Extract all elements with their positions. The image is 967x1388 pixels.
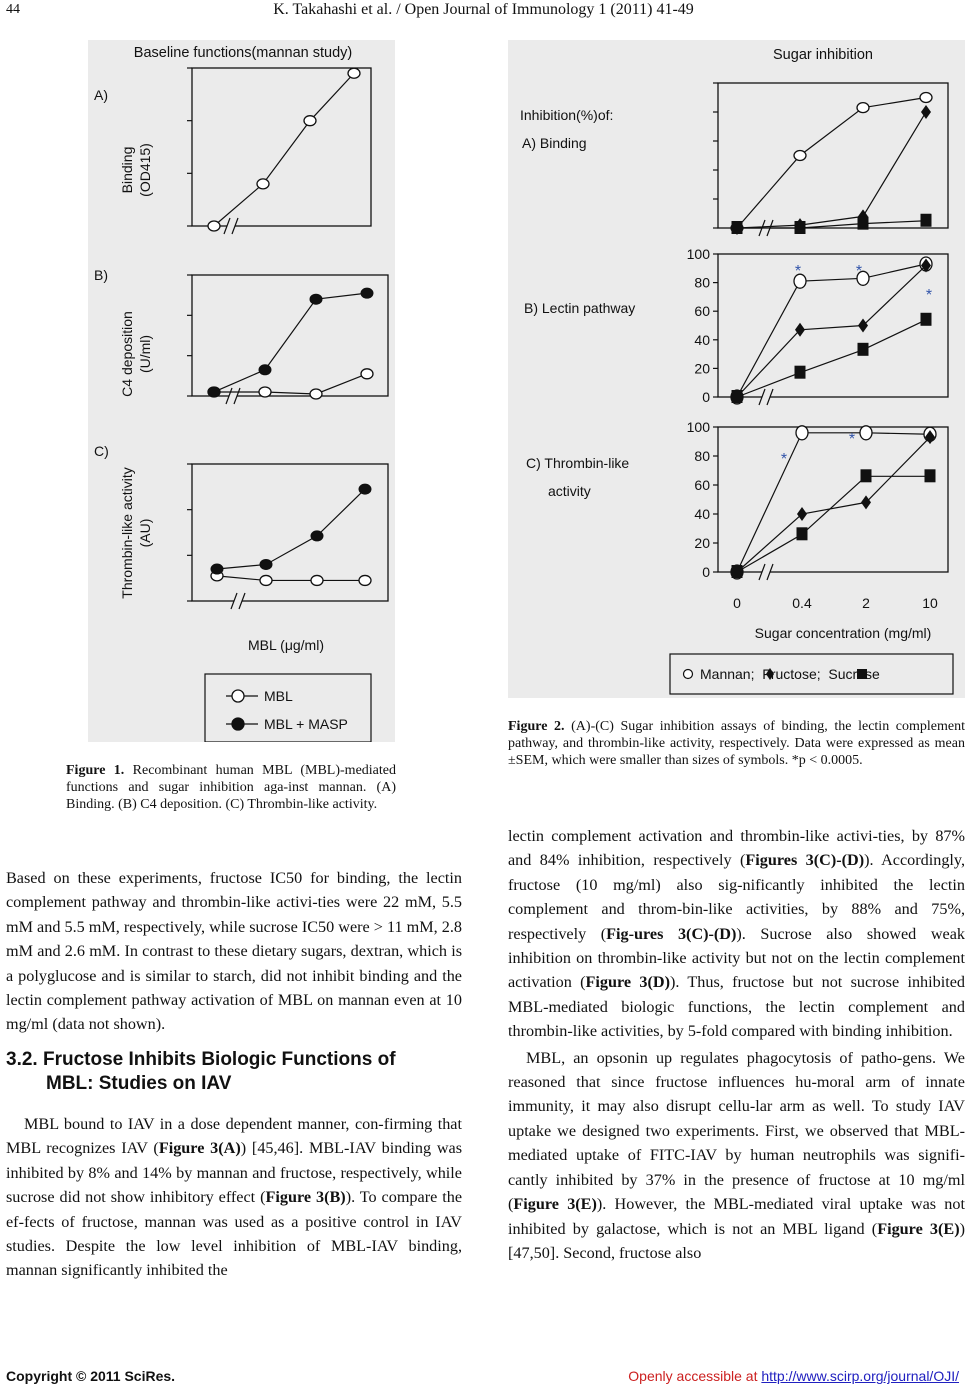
fig2-c-point-mannan (860, 426, 872, 440)
fig2-c-ytick-label: 100 (686, 419, 710, 435)
right-para1-text-g: ). Thus, fructose but not sucrose inhibited MBL-mediated biologic functions, the lectin complement and thrombin-like activities, by 5-fold compared with binding inhibition. (508, 973, 965, 1041)
fig2-c-xtick-label: 2 (862, 595, 870, 611)
fig1-a-point-mbl (257, 179, 269, 189)
fig1-b-point-mbl-masp (361, 288, 373, 298)
figure-1 (88, 40, 395, 742)
fig1-panel-c-letter: C) (94, 443, 109, 459)
right-para2-text-e: ) [47,50]. Second, fructose also (508, 1219, 965, 1262)
fig2-xlabel: Sugar concentration (mg/ml) (754, 625, 932, 641)
right-para2 (508, 1046, 965, 1266)
fig2-c-point-mannan (796, 426, 808, 440)
fig2-b-point-sucrose (795, 366, 806, 379)
fig1-legend-mbl: MBL (264, 688, 293, 704)
fig2-c-ytick-label: 20 (694, 535, 710, 551)
left-para1-text: Based on these experiments, fructose IC50 for binding, the lectin complement pathway and thrombin-like activi-ties were 22 mM, 5.5 mM and 5.5 mM, respectively, while sucrose IC50 were > 11 mM, 2.8 mM and 2.6 mM. In contrast to these dietary sugars, dextran, which is a polyglucose and is similar to starch, did not inhibit binding and the lectin complement pathway activation of MBL on mannan even at 10 mg/ml (data not shown). (6, 869, 462, 1034)
fig2-a-series-line-fructose (737, 112, 926, 228)
fig2-c-point-sucrose (925, 469, 936, 482)
figure-2-chart (508, 40, 965, 698)
fig1-b-point-mbl (361, 369, 373, 379)
fig1-b-ylabel-1: C4 deposition (119, 311, 135, 397)
footer-copyright: Copyright © 2011 SciRes. (6, 1368, 176, 1384)
left-para2-text-a: MBL bound to IAV in a dose dependent manner, con-firming that MBL recognizes IAV ( (6, 1115, 462, 1158)
fig2-caption-text: (A)-(C) Sugar inhibition assays of binding, the lectin complement pathway, and thrombin-like activity, respectively. Data were expressed as mean ±SEM, which were smaller than sizes of symbols. *p < 0.0005. (508, 719, 966, 768)
fig2-b-ytick-label: 40 (694, 331, 710, 348)
figures-3cd-ref-2[interactable]: Fig-ures 3(C)-(D) (606, 924, 737, 943)
fig2-b-point-sucrose (732, 390, 743, 403)
fig2-a-point-sucrose (732, 221, 743, 234)
fig1-c-ylabel-1: Thrombin-like activity (119, 467, 135, 599)
fig2-a-point-sucrose (921, 214, 932, 227)
fig2-b-series-line-fructose (737, 265, 926, 397)
fig2-a-plot-frame (718, 83, 948, 228)
fig1-title: Baseline functions(mannan study) (133, 45, 353, 61)
figure-3b-ref[interactable]: Figure 3(B) (265, 1188, 346, 1207)
fig1-c-series-line-mbl-masp (217, 489, 365, 569)
fig2-a-point-mannan (794, 151, 806, 161)
figures-3cd-ref[interactable]: Figures 3(C)-(D) (745, 851, 865, 870)
fig2-b-point-sucrose (921, 313, 932, 326)
fig1-caption-text: Recombinant human MBL (MBL)-mediated functions and sugar inhibition aga-inst mannan. (A) Binding. (B) C4 deposition. (C) Thrombin-like activity. (66, 763, 396, 812)
right-para2-text-a: MBL, an opsonin up regulates phagocytosis of patho-gens. We reasoned that since fructose influences hu-moral arm of innate immunity, it may also disrupt cellu-lar arm as well. To study IAV uptake we designed two experiments. First, we observed that MBL-mediated uptake of FITC-IAV by human neutrophils was signifi-cantly inhibited by 37% in the presence of fructose at 10 mg/ml ( (508, 1048, 965, 1214)
figure-3d-ref[interactable]: Figure 3(D) (585, 973, 670, 992)
fig1-c-point-mbl (311, 575, 323, 585)
fig1-a-ylabel-1: Binding (119, 146, 135, 194)
fig2-b-ytick-label: 20 (694, 360, 710, 377)
section-heading-3-2 (6, 1048, 462, 1096)
fig2-c-point-sucrose (732, 565, 743, 578)
fig1-b-point-mbl (310, 389, 322, 399)
fig2-b-significance-star: * (925, 287, 933, 304)
fig1-b-point-mbl-masp (208, 387, 220, 397)
figure-2-caption (508, 718, 965, 769)
fig2-b-point-fructose (858, 319, 868, 333)
footer-open-access (628, 1368, 959, 1384)
fig2-c-series-line-fructose (737, 437, 930, 572)
fig1-a-point-mbl (304, 116, 316, 126)
section-heading-line-1: 3.2. Fructose Inhibits Biologic Functions of (6, 1049, 396, 1070)
left-para2-text-c: ) [45,46]. MBL-IAV binding was inhibited by 8% and 14% by mannan and fructose, respectively, while sucrose did not show inhibitory effect ( (6, 1139, 463, 1207)
fig1-a-point-mbl (348, 68, 360, 78)
page-number: 44 (6, 2, 20, 17)
journal-url-link[interactable]: http://www.scirp.org/journal/OJI/ (761, 1368, 959, 1384)
fig1-panel-a-letter: A) (94, 87, 108, 103)
left-para2-text-e: ). To compare the ef-fects of fructose, mannan was used as a positive control in IAV studies. Despite the low level inhibition of MBL-IAV binding, mannan significantly inhibited the (6, 1188, 462, 1280)
fig2-title: Sugar inhibition (773, 47, 873, 63)
fig2-c-significance-star: * (780, 451, 788, 468)
fig2-c-series-line-sucrose (737, 476, 930, 572)
fig2-b-ytick-label: 0 (702, 389, 710, 405)
fig2-b-axis-break-gap (762, 389, 770, 405)
fig1-c-point-mbl (260, 575, 272, 585)
section-heading-line-2: MBL: Studies on IAV (46, 1073, 232, 1094)
fig2-b-ytick-label: 100 (686, 246, 710, 262)
right-column-text (508, 824, 965, 1265)
figure-1-chart (88, 40, 395, 742)
fig2-caption-label: Figure 2. (508, 719, 565, 734)
fig2-intro: Inhibition(%)of: (520, 107, 614, 123)
fig2-c-ytick-label: 40 (694, 506, 710, 522)
figure-3e-ref[interactable]: Figure 3(E) (513, 1195, 597, 1214)
fig2-b-series-line-mannan (737, 264, 926, 397)
fig2-b-point-fructose (795, 323, 805, 337)
fig2-panel-a-label: A) Binding (522, 135, 587, 151)
fig2-c-ytick-label: 80 (694, 448, 710, 464)
fig1-b-point-mbl (259, 387, 271, 397)
right-para1-text-e: ). Sucrose also showed weak inhibition on thrombin-like activity but not on the lectin complement activation ( (508, 924, 965, 992)
fig1-b-point-mbl-masp (259, 365, 271, 375)
fig2-a-point-sucrose (858, 217, 869, 230)
fig2-b-ytick-label: 80 (694, 274, 710, 291)
left-paragraph-2 (6, 1112, 462, 1283)
footer-open-text: Openly accessible at (628, 1368, 762, 1384)
fig2-c-significance-star: * (848, 431, 856, 448)
fig2-c-xtick-label: 0.4 (792, 595, 812, 611)
fig2-c-point-fructose (861, 495, 871, 509)
fig2-c-point-sucrose (861, 469, 872, 482)
fig2-a-point-mannan (920, 93, 932, 103)
fig2-c-series-line-mannan (737, 433, 930, 572)
fig1-b-axis-break-gap (229, 388, 237, 404)
fig2-c-point-sucrose (797, 527, 808, 540)
fig1-legend-mbl-masp: MBL + MASP (264, 716, 348, 732)
fig1-b-point-mbl-masp (310, 294, 322, 304)
fig2-a-point-mannan (857, 103, 869, 113)
fig1-c-ylabel-2: (AU) (137, 518, 153, 548)
running-title: K. Takahashi et al. / Open Journal of Immunology 1 (2011) 41-49 (273, 1, 694, 18)
left-para2 (6, 1112, 462, 1283)
figure-1-caption (66, 762, 396, 813)
fig1-b-series-line-mbl-masp (214, 293, 367, 392)
fig1-c-point-mbl-masp (311, 531, 323, 541)
fig2-c-ytick-label: 0 (702, 564, 710, 580)
fig2-legend-marker-mannan (684, 670, 693, 679)
right-para2-text-c: ). However, the MBL-mediated viral uptake was not inhibited by galactose, which is not an MBL ligand ( (508, 1195, 965, 1238)
fig2-b-ytick-label: 60 (694, 303, 710, 320)
fig2-panel-c-label-1: C) Thrombin-like (526, 455, 630, 471)
fig2-b-significance-star: * (855, 263, 863, 280)
fig1-xlabel: MBL (μg/ml) (248, 637, 324, 653)
fig1-a-series-line-mbl (214, 73, 354, 226)
fig2-legend-text: Mannan; Fructose; Sucrose (700, 666, 880, 682)
fig1-c-point-mbl-masp (211, 564, 223, 574)
fig1-caption-label: Figure 1. (66, 763, 125, 778)
fig2-c-axis-break-gap (762, 564, 770, 580)
fig2-c-xtick-label: 10 (922, 595, 938, 611)
fig2-panel-c-label-2: activity (548, 483, 591, 499)
fig1-a-axis-break-gap (227, 218, 235, 234)
fig1-c-series-line-mbl (217, 576, 365, 581)
fig2-c-point-fructose (797, 507, 807, 521)
fig1-legend-marker-masp (232, 718, 244, 730)
right-para1-text-c: ). Accordingly, fructose (10 mg/ml) also sig-nificantly inhibited the lectin complement and throm-bin-like activities, by 88% and 75%, respectively ( (508, 851, 966, 943)
fig2-a-series-line-mannan (737, 98, 926, 229)
fig1-c-point-mbl (359, 575, 371, 585)
right-para1-text-a: lectin complement activation and thrombin-like activi-ties, by 87% and 84% inhibition, respectively ( (508, 827, 965, 870)
right-para1 (508, 824, 965, 1044)
fig1-panel-b-letter: B) (94, 267, 108, 283)
fig1-a-plot-frame (192, 68, 371, 226)
fig2-b-point-sucrose (858, 343, 869, 356)
fig1-c-point-mbl-masp (359, 484, 371, 494)
fig2-c-xtick-label: 0 (733, 595, 741, 611)
fig2-c-plot-frame (718, 427, 948, 572)
fig1-a-point-mbl (208, 221, 220, 231)
figure-2 (508, 40, 965, 698)
figure-3a-ref[interactable]: Figure 3(A) (158, 1139, 241, 1158)
fig1-c-axis-break-gap (234, 593, 242, 609)
fig2-b-significance-star: * (794, 263, 802, 280)
fig2-b-series-line-sucrose (737, 320, 926, 397)
fig1-c-point-mbl-masp (260, 559, 272, 569)
left-paragraph-1 (6, 866, 462, 1037)
fig2-a-point-sucrose (795, 221, 806, 234)
fig1-b-ylabel-2: (U/ml) (137, 334, 153, 374)
fig2-c-ytick-label: 60 (694, 477, 710, 493)
figure-3e-ref-2[interactable]: Figure 3(E) (877, 1219, 960, 1238)
fig1-legend-marker-mbl (232, 690, 244, 702)
fig2-panel-b-label: B) Lectin pathway (524, 300, 636, 316)
fig1-a-ylabel-2: (OD415) (137, 143, 153, 197)
